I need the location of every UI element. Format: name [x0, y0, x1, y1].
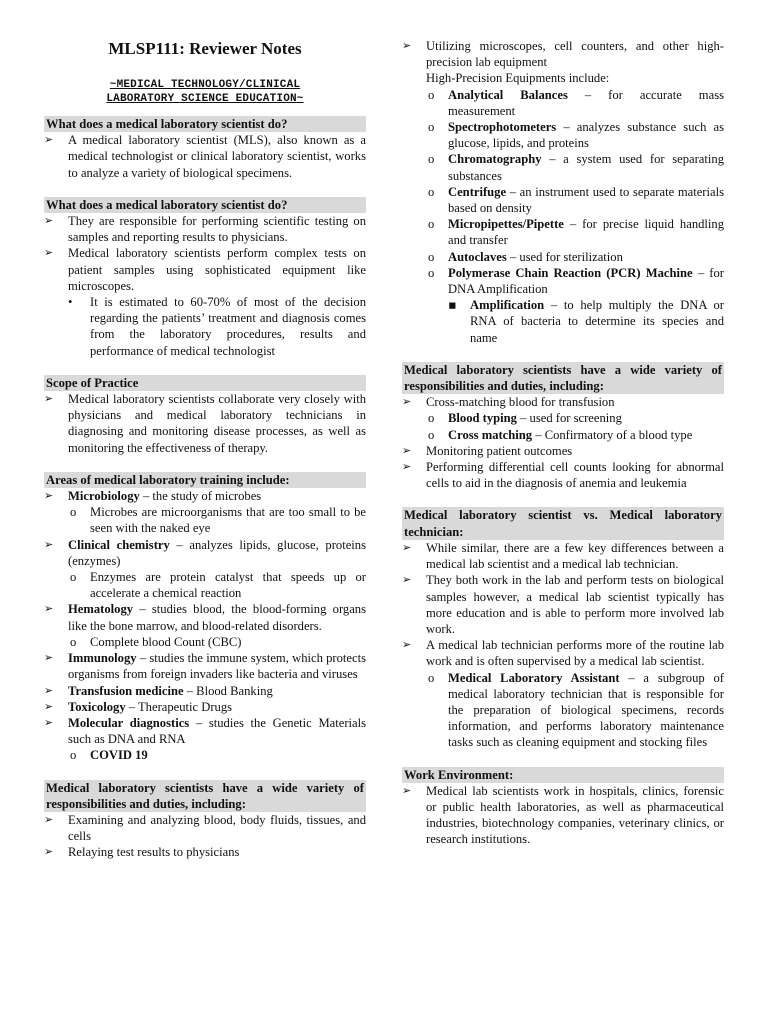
list-item-immunology	[44, 650, 366, 682]
desc: – the study of microbes	[139, 489, 262, 504]
sub-list-item: • It is estimated to 60-70% of most of the decision regarding the patients’ treatment and diagnosis comes from the laboratory procedures, results and performance of medical technologist	[68, 294, 366, 359]
term: COVID 19	[90, 748, 148, 763]
sub-list-item	[426, 151, 724, 183]
desc: – Confirmatory of a blood type	[532, 427, 693, 442]
page-title: MLSP111: Reviewer Notes	[108, 39, 302, 58]
list-item	[44, 245, 366, 358]
desc: – analyzes lipids, glucose, proteins (enzymes)	[68, 537, 366, 568]
list-item: ➢ Medical laboratory scientists collaborate very closely with physicians and medical laboratory technicians in diagnosing and monitoring disease processes, as well as monitoring the effectiveness of therapy.	[44, 391, 366, 456]
term: Hematology	[68, 602, 134, 617]
list-item-microbiology	[44, 488, 366, 537]
sub-list-item	[426, 184, 724, 216]
term: Autoclaves	[448, 249, 507, 264]
term: Polymerase Chain Reaction (PCR) Machine	[448, 265, 693, 280]
list-item: ➢ They are responsible for performing scientific testing on samples and reporting results to physicians.	[44, 213, 366, 245]
term: Amplification	[470, 298, 545, 313]
desc: – studies the Genetic Materials such as DNA and RNA	[68, 715, 366, 747]
desc: – used for sterilization	[506, 249, 623, 264]
sub-list	[68, 634, 366, 650]
term: Immunology	[68, 651, 137, 666]
desc: – used for screening	[516, 411, 622, 426]
list-training-areas	[44, 488, 366, 763]
term: Transfusion medicine	[68, 683, 184, 698]
sub-sub-list	[448, 297, 724, 346]
term: Analytical Balances	[448, 87, 568, 102]
sub-list-item: o Enzymes are protein catalyst that speeds up or accelerate a chemical reaction	[68, 569, 366, 601]
list-responsibilities	[44, 812, 366, 861]
sub-list-item: o Microbes are microorganisms that are too small to be seen with the naked eye	[68, 504, 366, 536]
sub-list	[426, 410, 724, 442]
list-scientist-vs-technician	[402, 540, 724, 751]
list-item-toxicology	[44, 699, 366, 715]
list-item-clinical-chemistry	[44, 537, 366, 602]
sub-list	[68, 569, 366, 601]
term: Blood typing	[448, 411, 517, 426]
list-item: ➢ Relaying test results to physicians	[44, 844, 366, 860]
sub-list-item	[426, 249, 724, 265]
desc: – a system used for separating substances	[448, 152, 724, 183]
list-item	[402, 637, 724, 750]
desc: – for DNA Amplification	[448, 265, 724, 297]
section-heading-scope: Scope of Practice	[44, 375, 366, 391]
desc: – for accurate mass measurement	[448, 87, 724, 118]
list-item: ➢ Examining and analyzing blood, body fluids, tissues, and cells	[44, 812, 366, 844]
desc: – Therapeutic Drugs	[125, 699, 233, 714]
desc: – studies the immune system, which protects organisms from foreign invaders like bacteria and viruses	[68, 651, 366, 682]
desc: – a subgroup of medical laboratory technician that is responsible for the preparation of biological specimens, records information, and performs laboratory maintenance tasks such as cleaning equipment and stocking files	[448, 670, 724, 750]
list-item-hematology	[44, 601, 366, 650]
sub-list-equipment	[426, 87, 724, 346]
list-work-environment	[402, 783, 724, 848]
desc: – an instrument used to separate materials based on density	[448, 184, 724, 216]
list-item: ➢ Monitoring patient outcomes	[402, 443, 724, 459]
term: Micropipettes/Pipette	[448, 217, 564, 232]
section-heading-work-environment: Work Environment:	[402, 767, 724, 783]
sub-list-item	[426, 119, 724, 151]
subtitle-line-1: ~MEDICAL TECHNOLOGY/CLINICAL	[109, 79, 301, 91]
section-heading-responsibilities: Medical laboratory scientists have a wide variety of responsibilities and duties, including:	[46, 780, 364, 811]
desc: – studies blood, the blood-forming organs like the bone marrow, and blood-related disorders.	[68, 602, 366, 633]
list-item-text: A medical lab technician performs more of the routine lab work and is often supervised by a medical lab scientist.	[426, 638, 724, 669]
desc: – to help multiply the DNA or RNA of bacteria to determine its species and name	[470, 298, 724, 345]
list-equipment	[402, 38, 724, 346]
list-item-text: Cross-matching blood for transfusion	[426, 395, 615, 410]
term: Microbiology	[68, 489, 140, 504]
term: Cross matching	[448, 427, 533, 442]
desc: – for precise liquid handling and transfer	[448, 217, 724, 248]
section-heading-mls-do: What does a medical laboratory scientist do?	[44, 116, 366, 132]
term: Molecular diagnostics	[68, 715, 190, 730]
list-item: ➢ While similar, there are a few key differences between a medical lab scientist and a medical lab technician.	[402, 540, 724, 572]
list-responsibilities-2	[402, 394, 724, 491]
term: Chromatography	[448, 152, 542, 167]
sub-list-item	[426, 265, 724, 346]
sub-list-item	[426, 216, 724, 248]
sub-list	[68, 504, 366, 536]
subtitle-line-2: LABORATORY SCIENCE EDUCATION~	[106, 93, 304, 105]
section-heading-scientist-vs-technician: Medical laboratory scientist vs. Medical laboratory technician:	[404, 508, 722, 539]
section-heading-training-areas: Areas of medical laboratory training include:	[44, 472, 366, 488]
list-item: ➢ Medical lab scientists work in hospitals, clinics, forensic or public health laboratories, as well as pharmaceutical industries, biotechnology companies, veterinary clinics, or research institutions.	[402, 783, 724, 848]
list-item	[402, 394, 724, 443]
list-mls-definition	[44, 132, 366, 181]
list-item-text: Utilizing microscopes, cell counters, and other high-precision lab equipment	[426, 39, 724, 70]
section-heading-mls-do-2: What does a medical laboratory scientist do?	[44, 197, 366, 213]
list-item-transfusion	[44, 683, 366, 699]
sub-list-item	[426, 410, 724, 426]
list-item: ➢ Performing differential cell counts looking for abnormal cells to aid in the diagnosis of anemia and leukemia	[402, 459, 724, 491]
section-heading-responsibilities-2: Medical laboratory scientists have a wide variety of responsibilities and duties, including:	[404, 362, 722, 394]
desc: – Blood Banking	[183, 683, 273, 698]
sub-list	[68, 294, 366, 359]
list-item: ➢ A medical laboratory scientist (MLS), also known as a medical technologist or clinical laboratory scientist, works to analyze a variety of biological specimens.	[44, 132, 366, 181]
term: Clinical chemistry	[68, 537, 170, 552]
sub-list-item	[426, 427, 724, 443]
sub-list	[68, 747, 366, 763]
list-mls-responsibilities	[44, 213, 366, 359]
list-item-text: Medical laboratory scientists perform complex tests on patient samples using sophisticated equipment like microscopes.	[68, 246, 366, 293]
term: Centrifuge	[448, 184, 507, 199]
sub-list-item	[426, 87, 724, 119]
list-item: ➢ They both work in the lab and perform tests on biological samples however, a medical lab scientist typically has more education and is able to perform more involved lab work.	[402, 572, 724, 637]
right-column	[402, 38, 724, 848]
list-item-molecular	[44, 715, 366, 764]
term: Medical Laboratory Assistant	[448, 670, 620, 685]
list-scope	[44, 391, 366, 456]
term: Toxicology	[68, 699, 126, 714]
sub-list	[426, 670, 724, 751]
list-item-equipment	[402, 38, 724, 346]
left-column	[44, 38, 366, 861]
sub-list-item	[68, 747, 366, 763]
sub-list-item	[426, 670, 724, 751]
sub-list-item: o Complete blood Count (CBC)	[68, 634, 366, 650]
sub-sub-list-item	[448, 297, 724, 346]
desc: – analyzes substance such as glucose, lipids, and proteins	[448, 120, 724, 151]
term: Spectrophotometers	[448, 120, 557, 135]
equipment-note: High-Precision Equipments include:	[426, 71, 610, 86]
